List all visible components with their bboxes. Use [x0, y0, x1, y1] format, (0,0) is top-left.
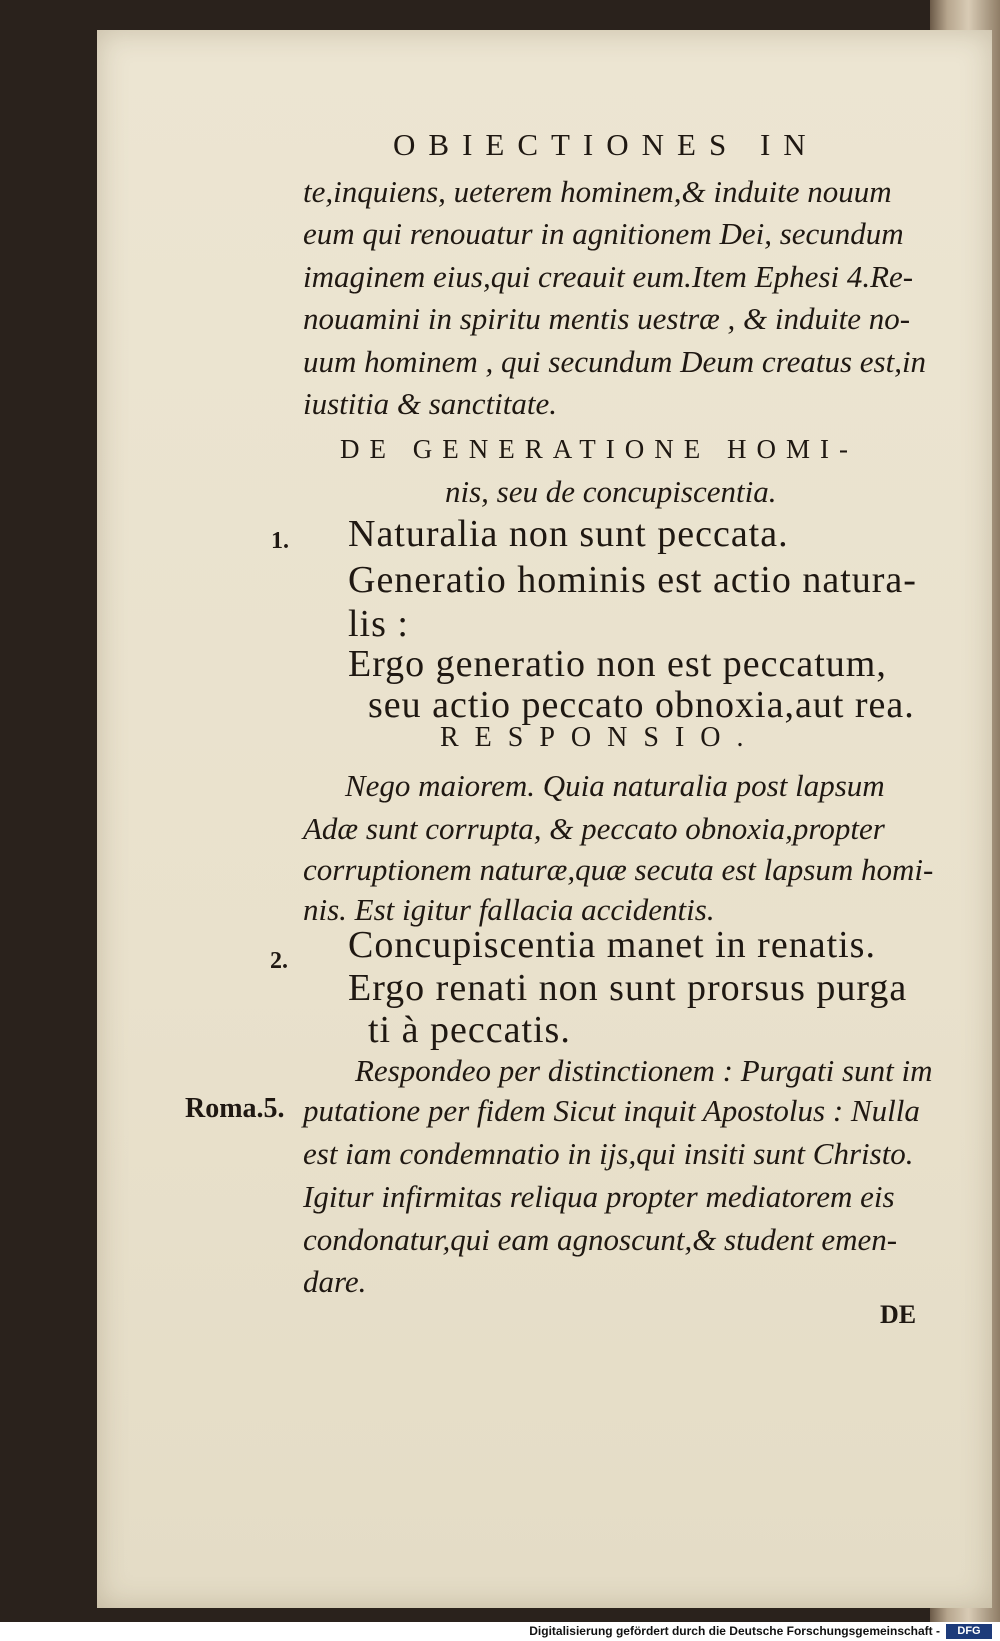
- opening-line-3: imaginem eius,qui creauit eum.Item Ephesi 4.Re-: [303, 259, 914, 294]
- section-heading: DE GENERATIONE HOMI-: [340, 434, 858, 464]
- argument-1-number: 1.: [271, 528, 289, 554]
- argument-1-line-1: Naturalia non sunt peccata.: [348, 513, 789, 555]
- argument-1-line-5: seu actio peccato obnoxia,aut rea.: [368, 684, 915, 726]
- response-2-line-3: est iam condemnatio in ijs,qui insiti sunt Christo.: [303, 1136, 914, 1171]
- margin-note: Roma.5.: [185, 1093, 285, 1124]
- response-2-line-5: condonatur,qui eam agnoscunt,& student emen-: [303, 1222, 898, 1257]
- response-1-line-4: nis. Est igitur fallacia accidentis.: [303, 892, 715, 927]
- argument-2-line-3: ti à peccatis.: [368, 1009, 571, 1051]
- response-1-line-2: Adæ sunt corrupta, & peccato obnoxia,propter: [303, 811, 885, 846]
- response-1-line-3: corruptionem naturæ,quæ secuta est lapsum homi-: [303, 852, 934, 887]
- response-2-line-1: Respondeo per distinctionem : Purgati sunt im: [355, 1053, 933, 1088]
- response-2-line-6: dare.: [303, 1264, 367, 1299]
- opening-line-2: eum qui renouatur in agnitionem Dei, secundum: [303, 216, 904, 251]
- response-2-line-4: Igitur infirmitas reliqua propter mediatorem eis: [303, 1179, 895, 1214]
- argument-1-line-3: lis :: [348, 603, 409, 645]
- catchword: DE: [880, 1300, 917, 1329]
- opening-line-1: te,inquiens, ueterem hominem,& induite nouum: [303, 174, 892, 209]
- opening-line-4: nouamini in spiritu mentis uestræ , & induite no-: [303, 301, 911, 336]
- argument-1-line-2: Generatio hominis est actio natura-: [348, 559, 917, 601]
- section-subheading: nis, seu de concupiscentia.: [445, 474, 777, 509]
- responsio-label: RESPONSIO.: [440, 722, 760, 753]
- opening-line-6: iustitia & sanctitate.: [303, 386, 558, 421]
- argument-2-line-1: Concupiscentia manet in renatis.: [348, 924, 876, 966]
- argument-1-line-4: Ergo generatio non est peccatum,: [348, 643, 887, 685]
- response-1-line-1: Nego maiorem. Quia naturalia post lapsum: [345, 768, 885, 803]
- argument-2-number: 2.: [270, 948, 288, 974]
- digitization-footer: [0, 1622, 1000, 1641]
- running-head: OBIECTIONES IN: [393, 127, 819, 162]
- argument-2-line-2: Ergo renati non sunt prorsus purga: [348, 967, 908, 1009]
- dfg-logo: DFG: [946, 1624, 992, 1639]
- opening-line-5: uum hominem , qui secundum Deum creatus est,in: [303, 344, 927, 379]
- response-2-line-2: putatione per fidem Sicut inquit Apostolus : Nulla: [303, 1093, 920, 1128]
- footer-credit: Digitalisierung gefördert durch die Deutsche Forschungsgemeinschaft -: [529, 1624, 940, 1638]
